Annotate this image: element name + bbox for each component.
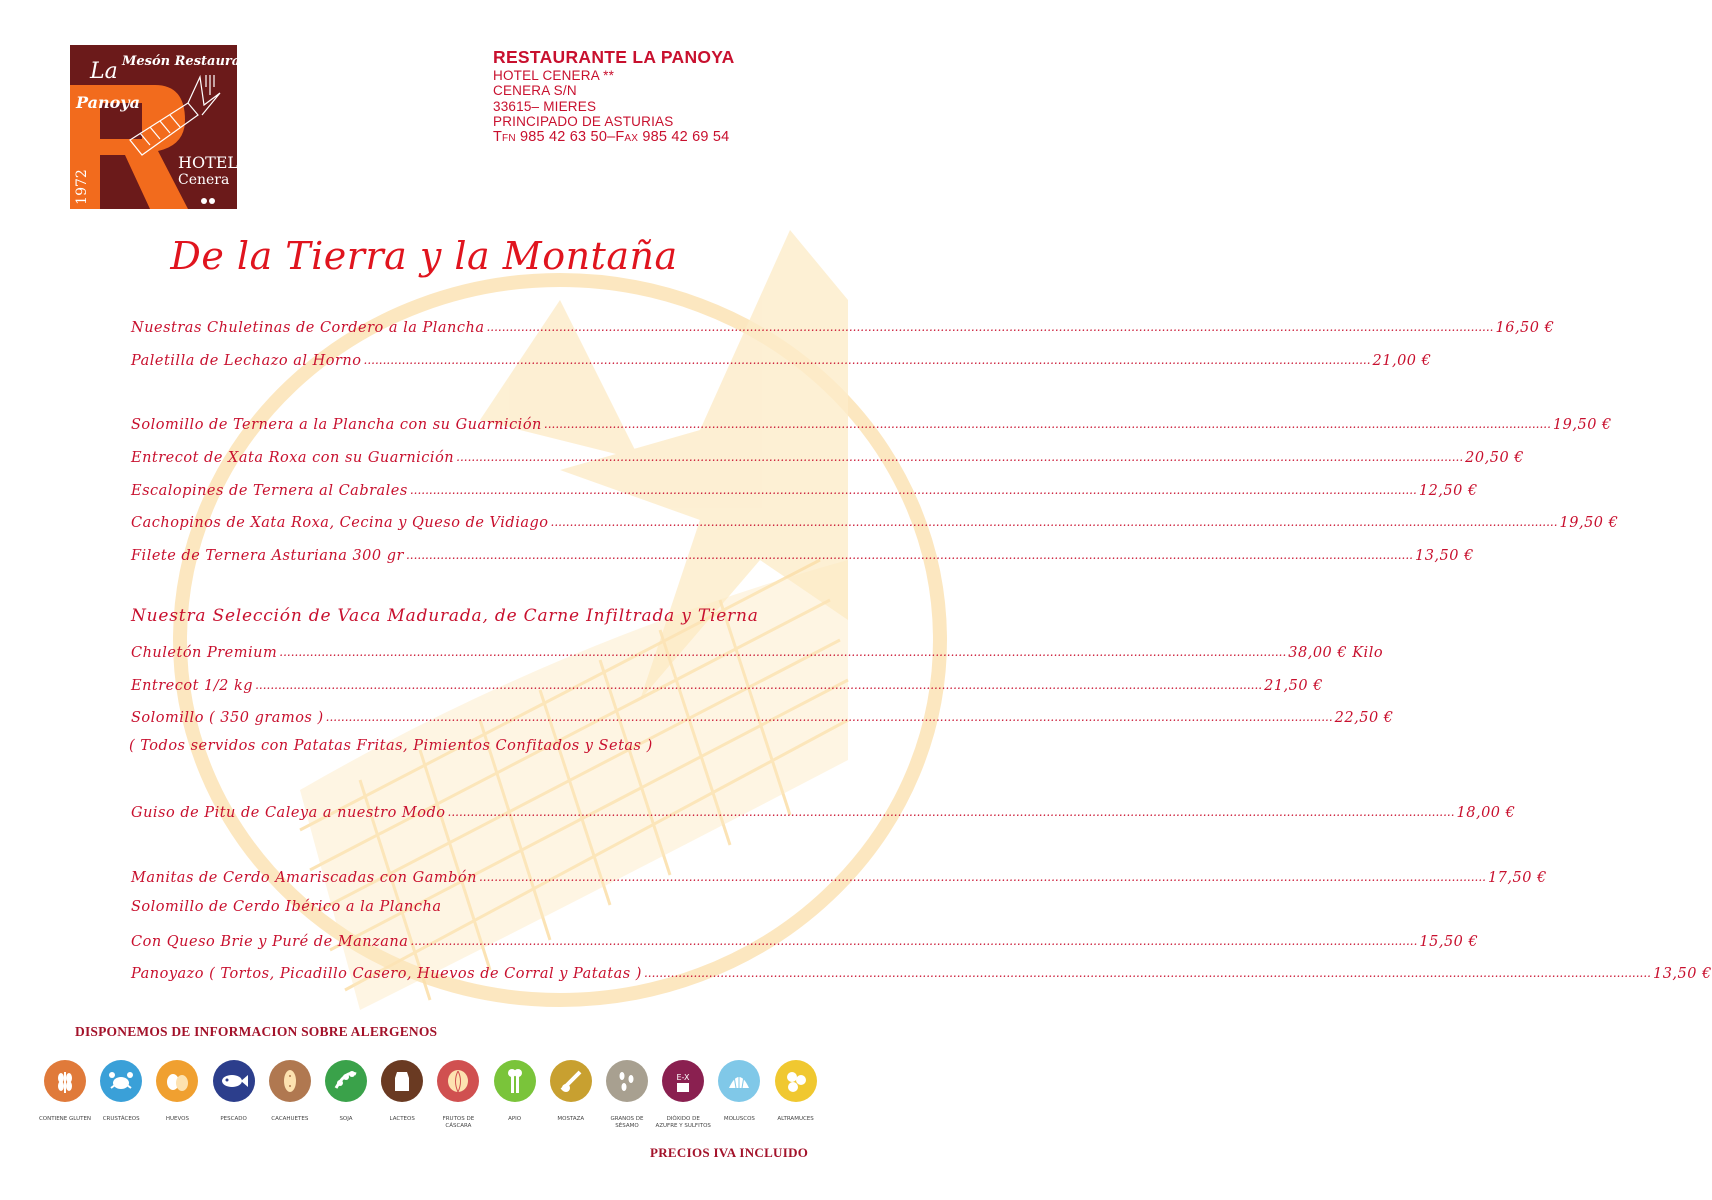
restaurant-logo (70, 45, 264, 209)
allergen-label: ALTRAMUCES (777, 1116, 814, 1122)
logo-hotel-text: HOTEL (178, 153, 239, 172)
allergen-soy (318, 1060, 374, 1123)
menu-item (131, 413, 1612, 433)
allergen-label: HUEVOS (165, 1116, 189, 1122)
logo-cenera-text: Cenera (178, 172, 230, 188)
menu-item (131, 641, 1384, 661)
menu-item-price: 12,50 € (1418, 483, 1478, 499)
header-line-postcode: 33615– MIERES (493, 98, 597, 114)
allergen-shell (711, 1060, 767, 1123)
allergen-label: FRUTOS DE CÁSCARA (442, 1116, 475, 1129)
menu-item-name: Nuestras Chuletinas de Cordero a la Plancha (131, 320, 485, 336)
allergen-celery (487, 1060, 543, 1123)
leader-dots (544, 416, 1551, 433)
menu-item-name: Manitas de Cerdo Amariscadas con Gambón (131, 870, 477, 886)
menu-item-price: 13,50 € (1652, 966, 1712, 982)
menu-item (131, 479, 1478, 499)
beef-garnish-note: ( Todos servidos con Patatas Fritas, Pimientos Confitados y Setas ) (129, 738, 653, 754)
menu-item-price: 13,50 € (1414, 548, 1474, 564)
allergen-peanut (262, 1060, 318, 1123)
menu-item-price: 19,50 € (1559, 515, 1619, 531)
menu-item-name: Paletilla de Lechazo al Horno (131, 353, 362, 369)
allergen-eggs (149, 1060, 205, 1123)
leader-dots (406, 547, 1413, 564)
wheat-icon (44, 1060, 86, 1102)
menu-item (131, 674, 1323, 694)
logo-meson-text: Mesón Restaurante (122, 54, 264, 69)
eggs-icon (156, 1060, 198, 1102)
restaurant-name: RESTAURANTE LA PANOYA (493, 47, 735, 67)
menu-item-price: 19,50 € (1552, 417, 1612, 433)
menu-item-name: Cachopinos de Xata Roxa, Cecina y Queso de Vidiago (131, 515, 549, 531)
leader-dots (456, 449, 1463, 466)
menu-item-price: 20,50 € (1465, 450, 1525, 466)
leader-dots (410, 482, 1417, 499)
allergen-label: SOJA (339, 1116, 353, 1122)
crab-icon (100, 1060, 142, 1102)
leader-dots (486, 319, 1493, 336)
allergen-mustard (543, 1060, 599, 1123)
restaurant-header (493, 47, 735, 145)
logo-la-text: La (90, 59, 118, 84)
allergen-milk-jug (374, 1060, 430, 1123)
menu-item (131, 962, 1712, 982)
peanut-icon (269, 1060, 311, 1102)
menu-item-price: 21,00 € (1372, 353, 1432, 369)
allergen-sesame (599, 1060, 655, 1130)
leader-dots (448, 804, 1455, 821)
leader-dots (326, 709, 1333, 726)
menu-item-name: Solomillo de Ternera a la Plancha con su Guarnición (131, 417, 542, 433)
allergen-label: MOLUSCOS (723, 1116, 755, 1122)
leader-dots (410, 933, 1417, 950)
shell-icon (718, 1060, 760, 1102)
mustard-icon (550, 1060, 592, 1102)
milk-jug-icon (381, 1060, 423, 1102)
allergen-lupin (768, 1060, 824, 1123)
allergen-label: MOSTAZA (557, 1116, 585, 1122)
menu-item-price: 22,50 € (1334, 710, 1394, 726)
header-line-region: PRINCIPADO DE ASTURIAS (493, 114, 674, 129)
lupin-icon (775, 1060, 817, 1102)
nut-icon (437, 1060, 479, 1102)
sulphite-icon (662, 1060, 704, 1102)
menu-item-name: Guiso de Pitu de Caleya a nuestro Modo (131, 805, 446, 821)
allergen-crab (93, 1060, 149, 1123)
menu-item-name: Con Queso Brie y Puré de Manzana (131, 934, 409, 950)
soy-icon (325, 1060, 367, 1102)
logo-year-text: 1972 (73, 169, 90, 205)
allergen-label: CONTIENE GLUTEN (38, 1116, 92, 1122)
sesame-icon (606, 1060, 648, 1102)
header-phone-fax: Tfn 985 42 63 50–Fax 985 42 69 54 (493, 128, 730, 145)
leader-dots (255, 677, 1262, 694)
menu-item-name: Chuletón Premium (131, 645, 278, 661)
menu-item (131, 349, 1432, 369)
allergen-label: DIÓXIDO DE AZUFRE Y SULFITOS (655, 1116, 711, 1129)
fish-icon (213, 1060, 255, 1102)
allergen-fish (206, 1060, 262, 1123)
page-title: De la Tierra y la Montaña (170, 234, 678, 278)
allergen-sulphite (655, 1060, 711, 1130)
menu-item-name: Filete de Ternera Asturiana 300 gr (131, 548, 404, 564)
allergen-label: APIO (508, 1116, 522, 1122)
menu-item-price: 16,50 € (1495, 320, 1555, 336)
svg-text:E-X: E-X (676, 1073, 690, 1082)
leader-dots (364, 352, 1371, 369)
section-heading-aged-beef: Nuestra Selección de Vaca Madurada, de Carne Infiltrada y Tierna (131, 606, 759, 626)
menu-item-name: Solomillo de Cerdo Ibérico a la Plancha (131, 899, 442, 915)
menu-item-name: Entrecot 1/2 kg (131, 678, 254, 694)
allergen-label: GRANOS DE SÉSAMO (610, 1116, 644, 1129)
menu-item-price: 18,00 € (1456, 805, 1516, 821)
allergen-info-heading: DISPONEMOS DE INFORMACION SOBRE ALERGENOS (75, 1024, 438, 1039)
logo-panoya-text: Panoya (76, 93, 140, 112)
menu-item-name: Solomillo ( 350 gramos ) (131, 710, 324, 726)
allergen-label: LACTEOS (389, 1116, 415, 1122)
menu-item (131, 544, 1474, 564)
menu-item-price: 21,50 € (1264, 678, 1323, 694)
header-line-hotel: HOTEL CENERA ** (493, 67, 615, 83)
leader-dots (479, 869, 1486, 886)
header-line-street: CENERA S/N (493, 83, 577, 98)
allergen-label: CACAHUETES (271, 1116, 309, 1122)
menu-item (131, 866, 1547, 886)
menu-item (131, 446, 1525, 466)
allergen-label: PESCADO (220, 1116, 247, 1122)
leader-dots (644, 965, 1651, 982)
menu-item-name: Escalopines de Ternera al Cabrales (131, 483, 408, 499)
allergen-label: CRUSTÁCEOS (102, 1116, 140, 1122)
leader-dots (551, 514, 1558, 531)
menu-item (131, 511, 1619, 531)
menu-item-price: 17,50 € (1487, 870, 1547, 886)
menu-item-name: Entrecot de Xata Roxa con su Guarnición (131, 450, 455, 466)
allergen-wheat (37, 1060, 93, 1123)
allergen-icons (37, 1060, 827, 1140)
menu-item (131, 316, 1555, 336)
celery-icon (494, 1060, 536, 1102)
menu-item-price: 38,00 € Kilo (1288, 645, 1384, 661)
menu-item-price: 15,50 € (1419, 934, 1479, 950)
allergen-nut (430, 1060, 486, 1130)
menu-item (131, 930, 1479, 950)
vat-included-note: PRECIOS IVA INCLUIDO (650, 1145, 809, 1160)
leader-dots (279, 644, 1286, 661)
menu-item (131, 801, 1516, 821)
menu-item-name: Panoyazo ( Tortos, Picadillo Casero, Huevos de Corral y Patatas ) (131, 966, 642, 982)
menu-item (131, 706, 1394, 726)
